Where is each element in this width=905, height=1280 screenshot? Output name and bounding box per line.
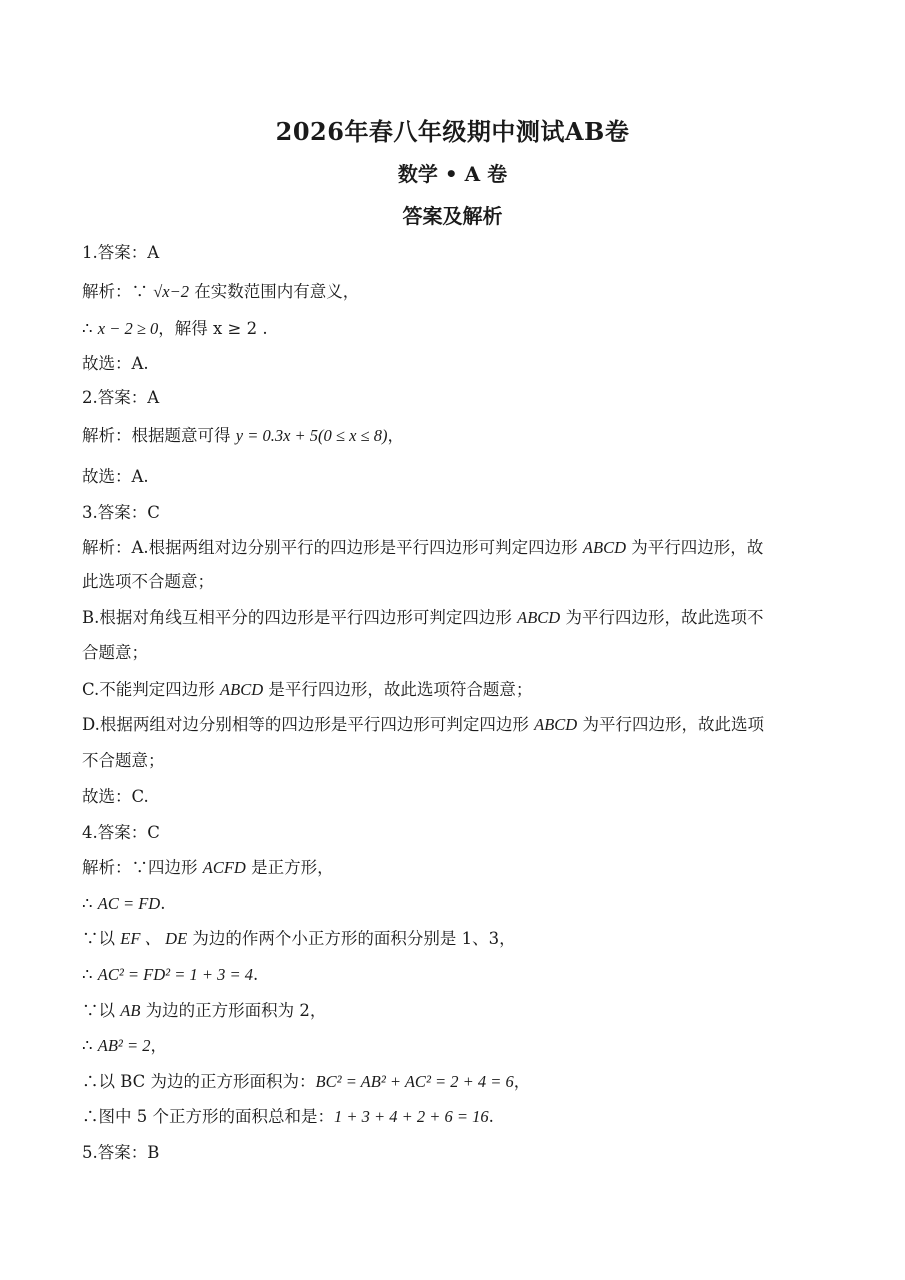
answer-line bbox=[82, 714, 827, 736]
line-text: B.根据对角线互相平分的四边形是平行四边形可判定四边形 bbox=[82, 608, 518, 627]
line-text: 5.答案：B bbox=[82, 1143, 160, 1162]
line-text: ∵以 bbox=[82, 1001, 121, 1020]
answer-line bbox=[82, 679, 827, 701]
answer-line bbox=[82, 822, 827, 844]
line-text-tail: 为边的正方形面积为 2， bbox=[140, 1001, 327, 1020]
line-text: 解析：∵ bbox=[82, 282, 154, 301]
math-expression: BC² = AB² + AC² = 2 + 4 = 6 bbox=[315, 1072, 514, 1091]
answer-line bbox=[82, 425, 827, 447]
line-text: 1.答案：A bbox=[82, 243, 160, 262]
line-text: ∵以 bbox=[82, 929, 121, 948]
answer-line bbox=[82, 387, 827, 409]
line-text: ∴ bbox=[82, 1036, 98, 1055]
line-text: 解析：根据题意可得 bbox=[82, 426, 236, 445]
line-text-tail: 是平行四边形，故此选项符合题意； bbox=[263, 680, 533, 699]
line-text-tail: 为边的作两个小正方形的面积分别是 1、3， bbox=[187, 929, 516, 948]
math-expression: AB bbox=[120, 1001, 141, 1020]
line-text-tail: . bbox=[488, 1107, 494, 1126]
answer-line bbox=[82, 607, 827, 629]
section-heading: 答案及解析 bbox=[402, 204, 503, 228]
line-text-tail: . bbox=[253, 965, 259, 984]
math-expression: AB² = 2 bbox=[97, 1036, 151, 1055]
math-expression: 1 + 3 + 4 + 2 + 6 = 16 bbox=[334, 1107, 489, 1126]
line-text: 故选：C. bbox=[82, 787, 149, 806]
line-text: 不合题意； bbox=[82, 751, 165, 770]
answer-line bbox=[82, 642, 827, 664]
answer-line bbox=[82, 857, 827, 879]
line-text: D.根据两组对边分别相等的四边形是平行四边形可判定四边形 bbox=[82, 715, 535, 734]
answer-line bbox=[82, 318, 827, 340]
line-text-tail: ， bbox=[150, 1036, 167, 1055]
answer-line bbox=[82, 281, 827, 303]
answer-line bbox=[82, 750, 827, 772]
answer-line bbox=[82, 537, 827, 559]
math-expression: ABCD bbox=[517, 608, 561, 627]
answer-line bbox=[82, 786, 827, 808]
math-expression: AC² = FD² = 1 + 3 = 4 bbox=[97, 965, 254, 984]
math-expression: ABCD bbox=[220, 680, 264, 699]
line-text-tail: 是正方形， bbox=[245, 858, 334, 877]
line-text: ∴以 BC 为边的正方形面积为： bbox=[82, 1072, 316, 1091]
line-text: 合题意； bbox=[82, 643, 148, 662]
line-text: 4.答案：C bbox=[82, 823, 160, 842]
line-text: 3.答案：C bbox=[82, 503, 160, 522]
line-text: C.不能判定四边形 bbox=[82, 680, 221, 699]
document-title: 2026年春八年级期中测试AB卷 bbox=[275, 117, 630, 146]
line-text: 此选项不合题意； bbox=[82, 572, 214, 591]
answer-line bbox=[82, 964, 827, 986]
math-expression: y = 0.3x + 5(0 ≤ x ≤ 8) bbox=[235, 426, 388, 445]
math-expression: AC = FD bbox=[97, 894, 161, 913]
line-text: ∴ bbox=[82, 894, 98, 913]
line-text-tail: . bbox=[160, 894, 166, 913]
math-expression: EF 、 DE bbox=[120, 929, 188, 948]
line-text: ∴ bbox=[82, 319, 98, 338]
line-text-tail: ， bbox=[513, 1072, 531, 1091]
line-text-tail: 为平行四边形，故此选项不 bbox=[560, 608, 764, 627]
answer-line bbox=[82, 1000, 827, 1022]
line-text-tail: ，解得 x ≥ 2 . bbox=[158, 319, 268, 338]
line-text: 2.答案：A bbox=[82, 388, 160, 407]
line-text-tail: ， bbox=[387, 426, 404, 445]
math-expression: ABCD bbox=[582, 538, 626, 557]
line-text: 解析：A.根据两组对边分别平行的四边形是平行四边形可判定四边形 bbox=[82, 538, 583, 557]
answer-line bbox=[82, 1106, 827, 1128]
answer-line bbox=[82, 353, 827, 375]
answer-line bbox=[82, 466, 827, 488]
line-text: ∴图中 5 个正方形的面积总和是： bbox=[82, 1107, 334, 1126]
line-text-tail: 为平行四边形，故此选项 bbox=[577, 715, 764, 734]
answer-line bbox=[82, 893, 827, 915]
answer-line bbox=[82, 1142, 827, 1164]
answer-line bbox=[82, 502, 827, 524]
line-text: 解析：∵四边形 bbox=[82, 858, 203, 877]
line-text: ∴ bbox=[82, 965, 98, 984]
math-expression: ACFD bbox=[202, 858, 246, 877]
document-subtitle: 数学 • A 卷 bbox=[397, 162, 508, 186]
math-expression: √x−2 bbox=[153, 282, 190, 301]
math-expression: x − 2 ≥ 0 bbox=[97, 319, 159, 338]
answer-line bbox=[82, 1071, 827, 1093]
line-text-tail: 为平行四边形，故 bbox=[626, 538, 764, 557]
answer-line bbox=[82, 571, 827, 593]
math-expression: ABCD bbox=[534, 715, 578, 734]
line-text: 故选：A. bbox=[82, 354, 149, 373]
answer-line bbox=[82, 242, 827, 264]
line-text: 故选：A. bbox=[82, 467, 149, 486]
line-text-tail: 在实数范围内有意义， bbox=[189, 282, 360, 301]
answer-line bbox=[82, 1035, 827, 1057]
answer-line bbox=[82, 928, 827, 950]
